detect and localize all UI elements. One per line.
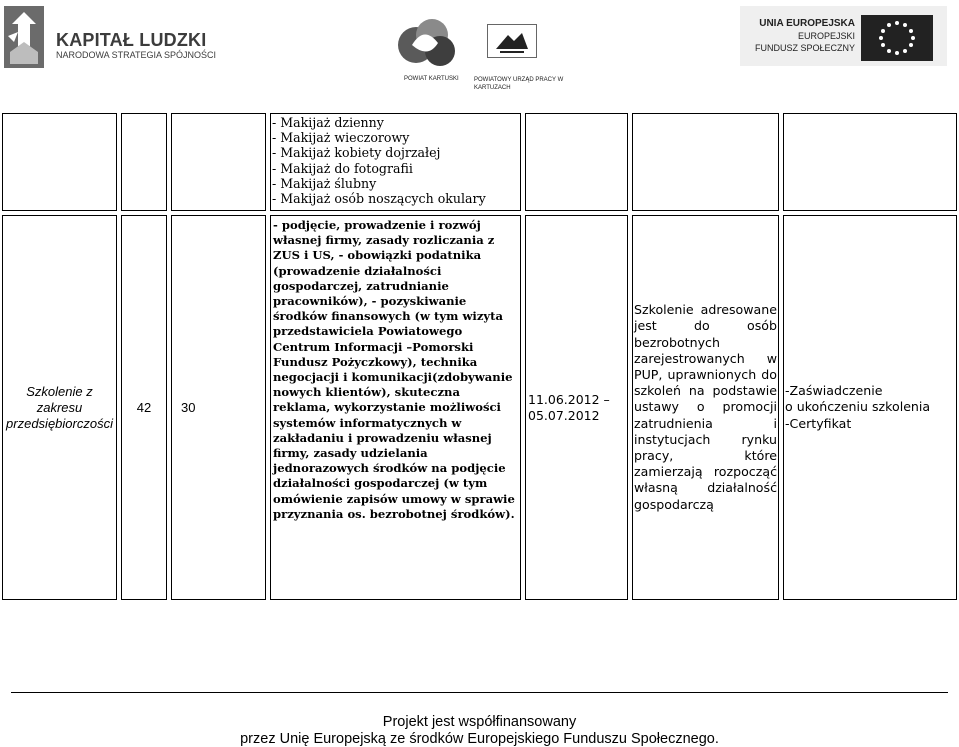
powiat-kartuski-logo-icon [394, 15, 464, 71]
kapital-ludzki-title: KAPITAŁ LUDZKI [56, 30, 207, 50]
hours-count: 30 [181, 400, 196, 415]
training-name-cell [0, 213, 119, 602]
kapital-ludzki-emblem-icon [4, 6, 44, 68]
table-cell-empty [781, 111, 959, 213]
table-cell-empty [523, 111, 630, 213]
eu-line-3: FUNDUSZ SPOŁECZNY [754, 43, 855, 53]
table-cell-empty [119, 111, 169, 213]
dates-cell [523, 213, 630, 602]
hours-cell [169, 213, 268, 602]
eu-line-2: EUROPEJSKI [797, 31, 855, 41]
powiat-kartuski-caption: POWIAT KARTUSKI [404, 76, 459, 82]
footer-divider [11, 692, 948, 693]
training-name: Szkolenie z zakresu przedsiębiorczości [6, 383, 113, 431]
participants-count: 42 [136, 400, 152, 415]
eu-flag-icon [861, 15, 933, 61]
certificate-cell: -Zaświadczenie o ukończeniu szkolenia -Certyfikat [781, 213, 959, 602]
pup-emblem-icon [488, 25, 536, 57]
pup-logo [487, 24, 537, 58]
program-text: - podjęcie, prowadzenie i rozwój własnej firmy, zasady rozliczania z ZUS i US, - obowiązki podatnika (prowadzenie działalności gospodarczej, zatrudnianie pracowników), - pozyskiwanie środków finansowych (w tym wizyta przedstawiciela Powiatowego Centrum Informacji –Pomorski Fundusz Pożyczkowy), technika negocjacji i komunikacji(zdobywanie nowych klientów), skuteczna reklama, wykorzystanie możliwości systemów informatycznych w zakładaniu i prowadzeniu własnej firmy, zasady udzielania jednorazowych środków na podjęcie działalności gospodarczej (w tym omówienie zapisów umowy w sprawie przyznania os. bezrobotnej środków). [273, 218, 515, 521]
kapital-ludzki-subtitle: NARODOWA STRATEGIA SPÓJNOŚCI [56, 50, 217, 60]
footer-line-2: przez Unię Europejską ze środków Europejskiego Funduszu Społecznego. [240, 731, 719, 747]
participants-cell [119, 213, 169, 602]
table-cell-empty [0, 111, 119, 213]
eu-logo [740, 6, 947, 66]
table-cell-empty [169, 111, 268, 213]
pup-caption: POWIATOWY URZĄD PRACY W KARTUZACH [474, 77, 564, 91]
page-header [0, 0, 959, 100]
table-cell-empty [630, 111, 781, 213]
program-cell [268, 213, 523, 602]
target-group-text: Szkolenie adresowane jest do osób bezrobotnych zarejestrowanych w PUP, uprawnionych do szkoleń na podstawie ustawy o promocji zatrudnienia i instytucjach rynku pracy, które zamierzają rozpocząć własną działalność gospodarczą [634, 302, 777, 512]
training-table [0, 111, 959, 602]
kapital-ludzki-logo [4, 6, 217, 68]
footer-line-1: Projekt jest współfinansowany [382, 714, 577, 730]
training-dates: 11.06.2012 – 05.07.2012 [528, 391, 610, 423]
eu-text [755, 18, 855, 54]
eu-line-1: UNIA EUROPEJSKA [759, 18, 855, 29]
target-group-cell [630, 213, 781, 602]
makeup-topics-cell: - Makijaż dzienny - Makijaż wieczorowy - Makijaż kobiety dojrzałej - Makijaż do fotografii - Makijaż ślubny - Makijaż osób noszących okulary [268, 111, 523, 213]
